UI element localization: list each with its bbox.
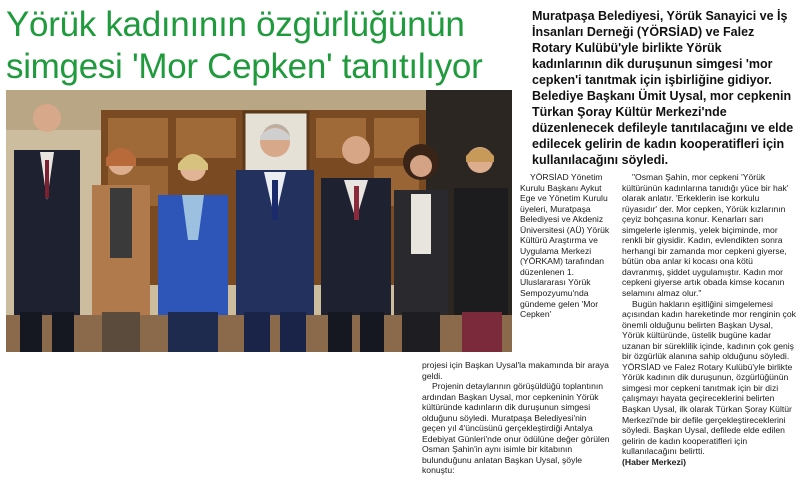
col2-paragraph-2: Bugün hakların eşitliğini simgelemesi açısından kadın hareketinde mor renginin çok önemli olduğunu belirten Başkan Uysal, Yörük kültüründe, üstelik bugüne kadar uzanan bir süreklilik içinde, kadının çok geniş bir özgürlük alanına sahip olduğunu söyledi. YÖRSİAD ve Falez Rotary Kulübü'yle birlikte Yörük kadının dik duruşunun, özgürlüğünün simgesi mor cepkeni tanıtmak için bir dizi çalışmayı hayata geçireceklerini belirten Başkan Uysal, ilk olarak Türkan Şoray Kültür Merkezi'nde bir defile gerçekleştireceklerini söyledi. Başkan Uysal, defilede elde edilen gelirin de kadın kooperatifleri için kullanılacağını belirtti. (622, 298, 796, 457)
col1-paragraph-1: YÖRSİAD Yönetim Kurulu Başkanı Aykut Ege ve Yönetim Kurulu üyeleri, Muratpaşa Belediyesi ve Akdeniz Üniversitesi (AÜ) Yörük Kültürü Araştırma ve Uygulama Merkezi (YÖRKAM) tarafından düzenlenen 1. Uluslararası Yörük Sempozyumu'nda gündeme gelen 'Mor Cepken' (520, 172, 610, 320)
headline: Yörük kadınının özgürlüğünün simgesi 'Mor Cepken' tanıtılıyor (6, 5, 483, 86)
byline: (Haber Merkezi) (622, 456, 686, 467)
col1-paragraph-2: Projenin detaylarının görüşüldüğü toplantının ardından Başkan Uysal, mor cepkeninin Yörük kültüründe kadınların dik duruşunun simgesi olduğunu söyledi. Muratpaşa Belediyesi'nin geçen yıl 4'üncüsünü gerçekleştirdiği Antalya Edebiyat Günleri'nde onur ödülüne değer görülen Osman Şahin'in aynı isimle bir kitabının bulunduğunu anlatan Başkan Uysal, şöyle konuştu: (422, 381, 610, 476)
column-1-bottom (422, 360, 612, 476)
lead-paragraph: Muratpaşa Belediyesi, Yörük Sanayici ve İş İnsanları Derneği (YÖRSİAD) ve Falez Rotary Kulübü'yle birlikte Yörük kadınlarının dik duruşunun simgesi 'mor cepken'i tanıtmak için işbirliğine gidiyor. Belediye Başkanı Ümit Uysal, mor cepkenin Türkan Şoray Kültür Merkezi'nde düzenlenecek defileyle tanıtılacağını ve elde edilecek gelirin de kadın kooperatifleri için kullanılacağını söyledi. (532, 9, 794, 167)
col2-paragraph-1: "Osman Şahin, mor cepkeni 'Yörük kültürünün kadınlarına tanıdığı yüce bir hak' olarak anlatır. 'Erkeklerin ise korkulu rüyasıdır' der. Mor cepken, Yörük kızlarının çeyiz bohçasına konur. Kenarları sarı simgelerle işlenmiş, yelek biçiminde, mor renkli bir giysidir. Kadın, evlendikten sonra herhangi bir zamanda mor cepkeni giyerse, bütün oba anlar ki kocası ona kötü davranmış, şiddet uygulamıştır. Kadın mor cepkeni giyerse artık obada kimse kocanın selamını almaz olur." (622, 172, 789, 299)
column-2 (622, 172, 796, 467)
col1-paragraph-1-continued: projesi için Başkan Uysal'la makamında bir araya geldi. (422, 360, 609, 381)
group-photo (6, 90, 512, 352)
column-1 (520, 172, 612, 320)
group-photo-icon (6, 90, 512, 352)
